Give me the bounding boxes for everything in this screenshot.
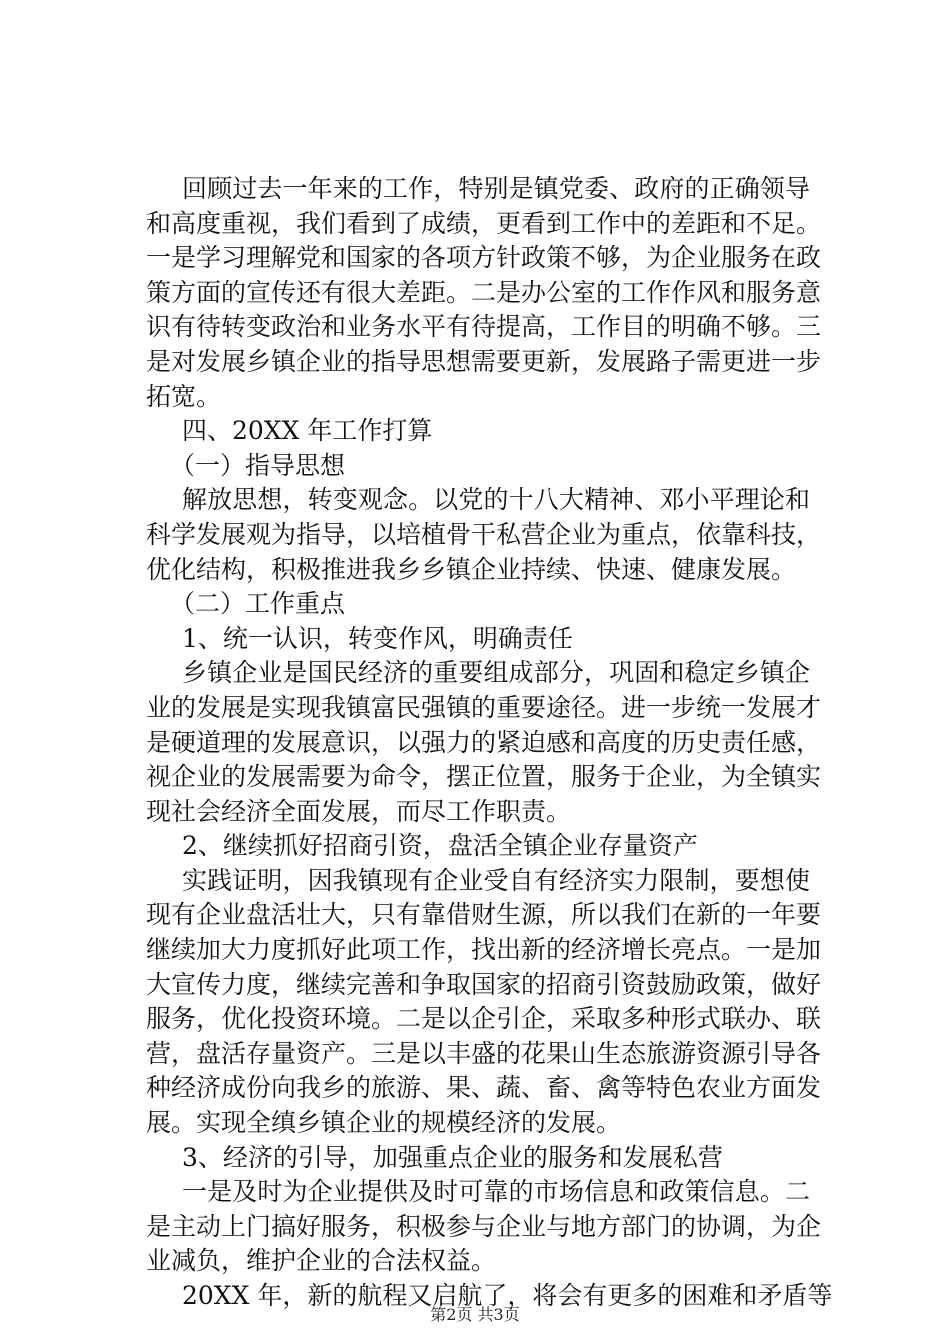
text-line: 2、继续抓好招商引资，盘活全镇企业存量资产 (182, 831, 698, 861)
text-line: 优化结构，积极推进我乡乡镇企业持续、快速、健康发展。 (146, 554, 797, 584)
text-line: 现社会经济全面发展，而尽工作职责。 (146, 796, 572, 826)
page-footer: 第2页 共3页 (430, 1305, 520, 1324)
text-line: 识有待转变政治和业务水平有待提高，工作目的明确不够。三 (146, 312, 822, 342)
text-line: 种经济成份向我乡的旅游、果、蔬、畜、禽等特色农业方面发 (146, 1073, 822, 1103)
text-line: 3、经济的引导，加强重点企业的服务和发展私营 (182, 1142, 723, 1172)
text-line: 是硬道理的发展意识，以强力的紧迫感和高度的历史责任感， (146, 727, 822, 757)
text-line: 一是及时为企业提供及时可靠的市场信息和政策信息。二 (182, 1177, 810, 1207)
text-line: 继续加大力度抓好此项工作，找出新的经济增长亮点。一是加 (146, 935, 822, 965)
text-line: 回顾过去一年来的工作，特别是镇党委、政府的正确领导 (182, 174, 810, 203)
text-line: 服务，优化投资环境。二是以企引企，采取多种形式联办、联 (146, 1004, 822, 1034)
text-line: 解放思想，转变观念。以党的十八大精神、邓小平理论和 (182, 485, 810, 515)
text-line: 业减负，维护企业的合法权益。 (146, 1246, 497, 1276)
text-line: 和高度重视，我们看到了成绩，更看到工作中的差距和不足。 (146, 208, 822, 238)
text-line: 四、20XX 年工作打算 (182, 416, 433, 446)
text-line: 拓宽。 (146, 381, 222, 411)
text-line: 现有企业盘活壮大，只有靠借财生源，所以我们在新的一年要 (146, 900, 822, 930)
text-line: （一）指导思想 (170, 450, 346, 480)
text-line: 1、统一认识，转变作风，明确责任 (182, 623, 573, 653)
text-line: 营，盘活存量资产。三是以丰盛的花果山生态旅游资源引导各 (146, 1038, 822, 1068)
document-body (146, 172, 833, 1314)
text-line: 策方面的宣传还有很大差距。二是办公室的工作作风和服务意 (146, 277, 822, 307)
text-line: 乡镇企业是国民经济的重要组成部分，巩固和稳定乡镇企 (182, 658, 810, 688)
text-line: 视企业的发展需要为命令，摆正位置，服务于企业，为全镇实 (146, 762, 822, 792)
text-line: 展。实现全缜乡镇企业的规模经济的发展。 (146, 1108, 622, 1138)
text-line: 大宣传力度，继续完善和争取国家的招商引资鼓励政策，做好 (146, 969, 822, 999)
text-line: 是对发展乡镇企业的指导思想需要更新，发展路子需更进一步 (146, 346, 822, 376)
text-line: 科学发展观为指导，以培植骨干私营企业为重点，依靠科技， (146, 519, 822, 549)
text-line: （二）工作重点 (170, 589, 346, 619)
text-line: 一是学习理解党和国家的各项方针政策不够，为企业服务在政 (146, 243, 822, 273)
text-line: 20XX 年，新的航程又启航了，将会有更多的困难和矛盾等 (182, 1281, 833, 1310)
text-line: 是主动上门搞好服务，积极参与企业与地方部门的协调，为企 (146, 1211, 822, 1241)
text-line: 业的发展是实现我镇富民强镇的重要途径。进一步统一发展才 (146, 692, 822, 722)
text-line: 实践证明，因我镇现有企业受自有经济实力限制，要想使 (182, 865, 810, 895)
